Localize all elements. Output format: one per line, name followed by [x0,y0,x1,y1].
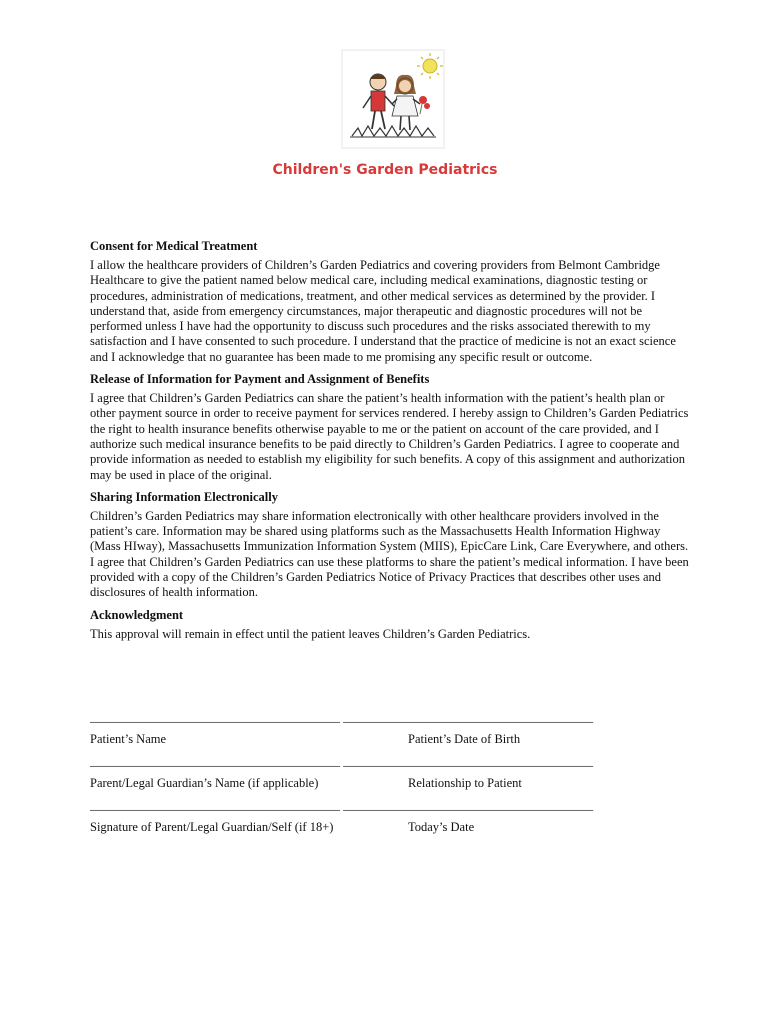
signature-label: Signature of Parent/Legal Guardian/Self (if 18+) [90,820,334,834]
signature-line[interactable]: ________________________________________ ________________________________________ [90,710,594,724]
brand-name: Children's Garden Pediatrics [272,162,498,178]
section-heading: Release of Information for Payment and Assignment of Benefits [90,372,430,387]
guardian-name-label: Parent/Legal Guardian’s Name (if applicable) [90,776,319,790]
patient-name-label: Patient’s Name [90,732,167,746]
section-heading: Acknowledgment [90,607,184,622]
section-body: I allow the healthcare providers of Children’s Garden Pediatrics and covering providers from Belmont Cambridge Healthcare to give the patient named below medical care, including medical examinations, diagnostic testing or procedures, administration of medications, treatment, and other medical services as determined by the provider. I understand that, aside from emergency circumstances, major therapeutic and diagnostic procedures will not be performed unless I have had the opportunity to discuss such procedures and the risks associated therewith to my satisfaction and I have consented to such procedure. I understand that the practice of medicine is not an exact science and I acknowledge that no guarantee has been made to me promising any specific result or outcome. [90,258,676,364]
section-acknowledgment [90,607,690,642]
section-heading: Consent for Medical Treatment [90,239,258,253]
section-release-of-information [90,371,690,483]
consent-document-body [90,238,690,648]
section-heading: Sharing Information Electronically [90,489,278,504]
relationship-label: Relationship to Patient [408,776,522,790]
logo [330,44,456,154]
section-body: I agree that Children’s Garden Pediatrics can share the patient’s health information with the patient’s health plan or other payment source in order to receive payment for services rendered. I hereby assign to Children’s Garden Pediatrics the right to health insurance benefits otherwise payable to me or the patient on account of the care provided, and I authorize such medical insurance benefits to be paid directly to Children’s Garden Pediatrics. I agree to cooperate and provide information as needed to establish my eligibility for such benefits. A copy of this assignment and authorization may be used in place of the original. [90,391,689,482]
signature-row-guardian [90,754,650,794]
signature-row-patient [90,710,650,750]
todays-date-label: Today’s Date [408,820,475,834]
patient-dob-label: Patient’s Date of Birth [408,732,521,746]
section-body: This approval will remain in effect until the patient leaves Children’s Garden Pediatrics. [90,626,531,641]
signature-line[interactable]: ________________________________________ ________________________________________ [90,754,594,768]
logo-illustration [330,44,456,154]
signature-row-signature [90,798,650,838]
section-body: Children’s Garden Pediatrics may share information electronically with other healthcare providers involved in the patient’s care. Information may be shared using platforms such as the Massachusetts Health Information Highway (Mass HIway), Massachusetts Immunization Information System (MIIS), EpicCare Link, Care Everywhere, and others. I agree that Children’s Garden Pediatrics can use these platforms to share the patient’s medical information. I have been provided with a copy of the Children’s Garden Pediatrics Notice of Privacy Practices that describes other uses and disclosures of health information. [90,508,689,600]
section-sharing-information [90,489,690,601]
section-consent-medical-treatment [90,238,690,365]
signature-line[interactable]: ________________________________________ ________________________________________ [90,798,594,812]
